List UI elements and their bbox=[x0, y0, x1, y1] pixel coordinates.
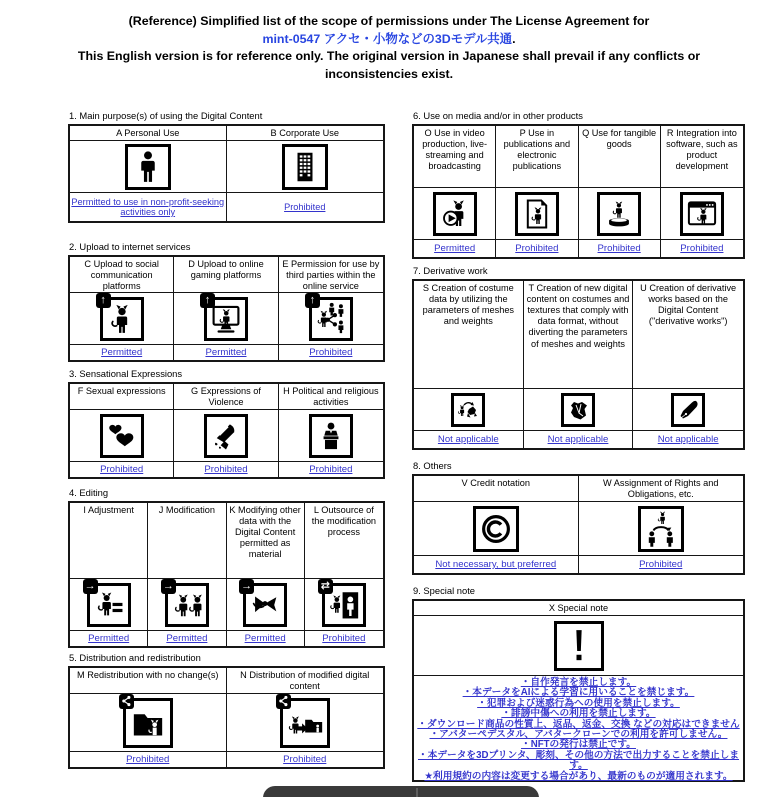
shirt-icon bbox=[566, 398, 590, 422]
status-link[interactable]: Prohibited bbox=[283, 754, 327, 765]
cell-header: H Political and religious activities bbox=[279, 384, 383, 410]
permission-table-2 bbox=[68, 255, 385, 362]
cat-equal-icon-frame bbox=[84, 579, 131, 627]
section-label: 4. Editing bbox=[69, 487, 109, 498]
status-link[interactable]: Prohibited bbox=[284, 202, 326, 212]
left-column bbox=[68, 110, 385, 769]
status-link[interactable]: Prohibited bbox=[639, 559, 683, 570]
people-swap-icon bbox=[643, 511, 679, 547]
pen-icon bbox=[676, 398, 700, 422]
section-5 bbox=[68, 652, 385, 769]
cell-status bbox=[414, 556, 579, 573]
window-cat-icon bbox=[685, 197, 719, 231]
status-link[interactable]: Permitted bbox=[88, 633, 130, 644]
cell-icon bbox=[524, 389, 634, 431]
cell-header: K Modifying other data with the Digital Content permitted as material bbox=[227, 503, 305, 579]
podium-icon-frame bbox=[309, 414, 353, 458]
section-label: 1. Main purpose(s) of using the Digital Content bbox=[69, 110, 263, 121]
cell-header: S Creation of costume data by utilizing the parameters of meshes and weights bbox=[414, 281, 524, 389]
doc-cat-icon-frame bbox=[515, 192, 559, 236]
cat-transform-icon bbox=[456, 398, 480, 422]
building-icon bbox=[287, 149, 323, 185]
cell-status bbox=[227, 752, 384, 767]
disclaimer-text: This English version is for reference only. The original version in Japanese shall prevail if any conflicts or inconsistencies exist. bbox=[77, 49, 701, 81]
cell-icon bbox=[305, 579, 383, 631]
cell-header: U Creation of derivative works based on the Digital Content ("derivative works") bbox=[633, 281, 743, 389]
share-badge-icon bbox=[276, 694, 291, 709]
cell-header: O Use in video production, live-streaming and broadcasting bbox=[414, 126, 496, 188]
permission-table-8 bbox=[412, 474, 745, 575]
status-link[interactable]: Prohibited bbox=[597, 243, 641, 254]
section-9 bbox=[412, 585, 745, 782]
share-people-icon-frame bbox=[309, 293, 353, 341]
status-link[interactable]: Permitted bbox=[244, 633, 286, 644]
cell-header: F Sexual expressions bbox=[70, 384, 174, 410]
special-note-line: ・本データをAIによる学習に用いることを禁じます。 bbox=[462, 687, 695, 699]
status-link[interactable]: Not applicable bbox=[657, 434, 719, 445]
folder-share-icon bbox=[128, 703, 168, 743]
hearts-icon bbox=[105, 419, 139, 453]
cell-header: I Adjustment bbox=[70, 503, 148, 579]
cell-status bbox=[70, 193, 227, 221]
cell-icon bbox=[70, 410, 174, 462]
permission-table-4 bbox=[68, 501, 385, 648]
bottom-toolbar[interactable] bbox=[263, 786, 539, 797]
status-link[interactable]: Permitted bbox=[434, 243, 476, 254]
building-icon-frame bbox=[282, 144, 328, 190]
section-3 bbox=[68, 368, 385, 479]
status-link[interactable]: Prohibited bbox=[680, 243, 724, 254]
cell-header: G Expressions of Violence bbox=[174, 384, 278, 410]
edit-badge-icon: → bbox=[84, 579, 96, 592]
title-line-2 bbox=[0, 31, 778, 49]
cell-status bbox=[70, 462, 174, 477]
section-7 bbox=[412, 265, 745, 450]
outsource-icon-frame bbox=[320, 579, 366, 627]
folder-share-icon-frame bbox=[123, 698, 173, 748]
section-label: 2. Upload to internet services bbox=[69, 241, 191, 252]
cell-status bbox=[70, 752, 227, 767]
cell-header: R Integration into software, such as product development bbox=[661, 126, 743, 188]
cat-play-icon-frame bbox=[433, 192, 477, 236]
cat-play-icon bbox=[438, 197, 472, 231]
cell-icon bbox=[579, 502, 744, 556]
cell-icon bbox=[579, 188, 661, 240]
cell-icon bbox=[70, 694, 227, 752]
cell-icon bbox=[414, 389, 524, 431]
cell-header: A Personal Use bbox=[70, 126, 227, 141]
status-link[interactable]: Permitted bbox=[101, 347, 143, 358]
cell-header: L Outsource of the modification process bbox=[305, 503, 383, 579]
status-link[interactable]: Prohibited bbox=[309, 347, 353, 358]
permission-table-6 bbox=[412, 124, 745, 259]
status-link[interactable]: Permitted bbox=[166, 633, 208, 644]
cell-icon bbox=[70, 141, 227, 193]
status-link[interactable]: Not applicable bbox=[437, 434, 499, 445]
people-swap-icon-frame bbox=[638, 506, 684, 552]
cell-header: E Permission for use by third parties within the online service bbox=[279, 257, 383, 293]
cell-header: X Special note bbox=[414, 601, 743, 616]
section-1 bbox=[68, 110, 385, 223]
special-notes bbox=[414, 676, 743, 780]
special-note-line: ・誹謗中傷への利用を禁止します。 bbox=[501, 708, 656, 720]
status-link[interactable]: Prohibited bbox=[515, 243, 559, 254]
cell-header: T Creation of new digital content on costumes and textures that comply with data format, without diverting the parameters of meshes and weights bbox=[524, 281, 634, 389]
status-link[interactable]: Permitted to use in non-profit-seeking activities only bbox=[71, 197, 225, 217]
cell-status bbox=[227, 193, 384, 221]
upload-badge-icon: ↑ bbox=[305, 293, 320, 308]
special-note-line: ・アバターペデスタル、アバタークローンでの利用を許可しません。 bbox=[429, 729, 728, 741]
cell-icon bbox=[70, 293, 174, 345]
person-icon-frame bbox=[125, 144, 171, 190]
cell-icon bbox=[279, 410, 383, 462]
cell-status bbox=[148, 631, 226, 646]
special-note-line: ★利用規約の内容は変更する場合があり、最新のものが適用されます。 bbox=[424, 770, 733, 782]
cell-header: J Modification bbox=[148, 503, 226, 579]
section-label: 5. Distribution and redistribution bbox=[69, 652, 201, 663]
exclamation-icon bbox=[559, 626, 599, 666]
cell-header: M Redistribution with no change(s) bbox=[70, 668, 227, 694]
status-link[interactable]: Not necessary, but preferred bbox=[435, 559, 557, 570]
cell-icon bbox=[70, 579, 148, 631]
knife-icon-frame bbox=[204, 414, 248, 458]
cell-icon bbox=[227, 141, 384, 193]
cell-header: D Upload to online gaming platforms bbox=[174, 257, 278, 293]
permission-table-9 bbox=[412, 599, 745, 782]
edit-badge-icon: → bbox=[241, 579, 253, 592]
section-label: 9. Special note bbox=[413, 585, 476, 596]
section-label: 3. Sensational Expressions bbox=[69, 368, 183, 379]
cell-header: W Assignment of Rights and Obligations, etc. bbox=[579, 476, 744, 502]
special-note-line: ・犯罪および迷惑行為への使用を禁止します。 bbox=[477, 697, 680, 709]
cell-header: B Corporate Use bbox=[227, 126, 384, 141]
shirt-icon-frame bbox=[561, 393, 595, 427]
cell-status bbox=[579, 556, 744, 573]
cell-icon bbox=[279, 293, 383, 345]
cell-icon bbox=[148, 579, 226, 631]
status-link[interactable]: Prohibited bbox=[100, 464, 144, 475]
cell-header: P Use in publications and electronic publications bbox=[496, 126, 578, 188]
permission-table-3 bbox=[68, 382, 385, 479]
figurine-icon bbox=[602, 197, 636, 231]
figurine-icon-frame bbox=[597, 192, 641, 236]
status-link[interactable]: Prohibited bbox=[204, 464, 248, 475]
cell-icon bbox=[661, 188, 743, 240]
podium-icon bbox=[314, 419, 348, 453]
cell-status bbox=[496, 240, 578, 257]
section-2 bbox=[68, 241, 385, 362]
share-badge-icon bbox=[119, 694, 134, 709]
permission-table-1 bbox=[68, 124, 385, 223]
title-line-1: (Reference) Simplified list of the scope of permissions under The License Agreement for bbox=[128, 14, 650, 28]
special-note-line: ・ダウンロード商品の性質上、返品、返金、交換 などの対応はできません bbox=[417, 718, 740, 730]
section-label: 6. Use on media and/or in other products bbox=[413, 110, 583, 121]
special-note-line: ・本データを3Dプリンタ、彫刻、その他の方法で出力することを禁止します。 bbox=[417, 749, 740, 772]
exclamation-icon-frame bbox=[554, 621, 604, 671]
copyright-icon-frame bbox=[473, 506, 519, 552]
knife-icon bbox=[209, 419, 243, 453]
permission-table-5 bbox=[68, 666, 385, 769]
pen-icon-frame bbox=[671, 393, 705, 427]
bow-icon-frame bbox=[241, 579, 287, 627]
cell-status bbox=[227, 631, 305, 646]
window-cat-icon-frame bbox=[680, 192, 724, 236]
cell-status bbox=[279, 462, 383, 477]
document-header bbox=[0, 13, 778, 83]
folder-modified-icon bbox=[285, 703, 325, 743]
cell-icon bbox=[174, 410, 278, 462]
cell-icon bbox=[496, 188, 578, 240]
cell-header: Q Use for tangible goods bbox=[579, 126, 661, 188]
upload-badge-icon: ↑ bbox=[96, 293, 111, 308]
cell-icon bbox=[174, 293, 278, 345]
doc-cat-icon bbox=[520, 197, 554, 231]
cell-header: C Upload to social communication platforms bbox=[70, 257, 174, 293]
section-label: 8. Others bbox=[413, 460, 452, 471]
cell-header: N Distribution of modified digital content bbox=[227, 668, 384, 694]
status-link[interactable]: Not applicable bbox=[547, 434, 609, 445]
cell-status bbox=[174, 462, 278, 477]
right-column bbox=[412, 110, 745, 782]
cat-two-icon-frame bbox=[162, 579, 209, 627]
cell-status bbox=[633, 431, 743, 448]
cell-status bbox=[174, 345, 278, 360]
cell-icon bbox=[633, 389, 743, 431]
special-note-line: ・NFTの発行は禁止です。 bbox=[521, 739, 636, 751]
upload-badge-icon: ↑ bbox=[200, 293, 215, 308]
model-name-link[interactable]: mint-0547 アクセ・小物などの3Dモデル共通 bbox=[262, 31, 513, 46]
section-6 bbox=[412, 110, 745, 259]
cat-icon-frame bbox=[100, 293, 144, 341]
cell-status bbox=[524, 431, 634, 448]
status-link[interactable]: Permitted bbox=[205, 347, 247, 358]
cell-status bbox=[70, 345, 174, 360]
copyright-icon bbox=[478, 511, 514, 547]
permission-table-7 bbox=[412, 279, 745, 450]
cell-icon bbox=[414, 502, 579, 556]
section-8 bbox=[412, 460, 745, 575]
section-4 bbox=[68, 487, 385, 648]
cell-status bbox=[414, 431, 524, 448]
monitor-cat-icon-frame bbox=[204, 293, 248, 341]
status-link[interactable]: Prohibited bbox=[126, 754, 170, 765]
cell-icon bbox=[414, 188, 496, 240]
cell-status bbox=[414, 240, 496, 257]
cell-status bbox=[579, 240, 661, 257]
model-suffix: . bbox=[512, 31, 516, 46]
special-note-line: ・自作発言を禁止します。 bbox=[520, 677, 637, 688]
cell-status bbox=[661, 240, 743, 257]
cell-status bbox=[279, 345, 383, 360]
status-link[interactable]: Prohibited bbox=[309, 464, 353, 475]
hearts-icon-frame bbox=[100, 414, 144, 458]
section-label: 7. Derivative work bbox=[413, 265, 488, 276]
cell-icon bbox=[227, 579, 305, 631]
cell-status bbox=[305, 631, 383, 646]
edit-badge-icon: → bbox=[162, 579, 174, 592]
swap-badge-icon: ⇄ bbox=[318, 579, 333, 594]
cell-icon bbox=[227, 694, 384, 752]
cat-transform-icon-frame bbox=[451, 393, 485, 427]
folder-modified-icon-frame bbox=[280, 698, 330, 748]
toolbar-divider bbox=[416, 788, 418, 797]
person-icon bbox=[130, 149, 166, 185]
cell-status bbox=[70, 631, 148, 646]
cell-header: V Credit notation bbox=[414, 476, 579, 502]
status-link[interactable]: Prohibited bbox=[322, 633, 366, 644]
cell-icon bbox=[414, 616, 743, 676]
